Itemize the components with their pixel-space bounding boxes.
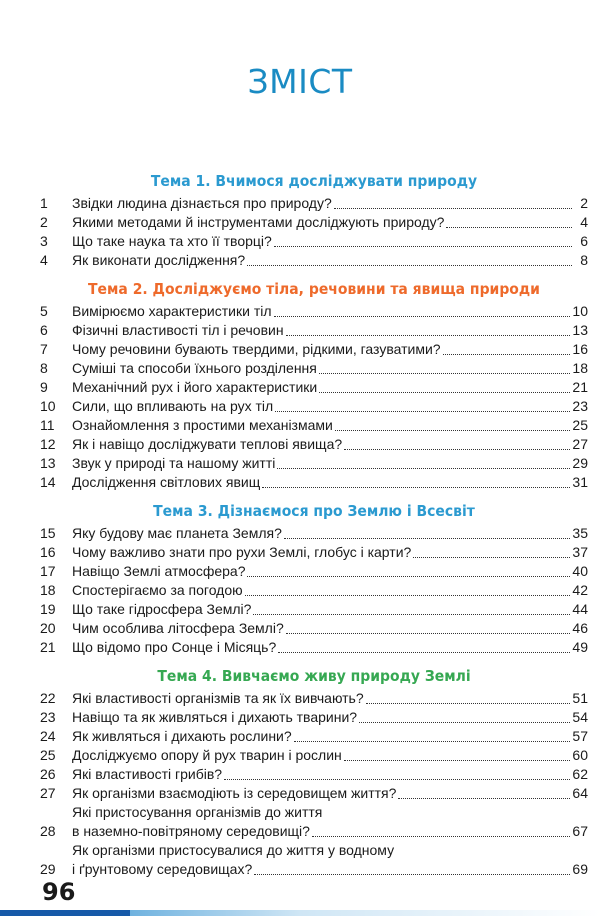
entry-page: 46 bbox=[572, 620, 588, 636]
entry-number: 8 bbox=[40, 360, 48, 376]
entry-text-block bbox=[72, 251, 588, 270]
toc-entry bbox=[40, 194, 588, 213]
entry-number: 18 bbox=[40, 582, 56, 598]
toc-entry bbox=[40, 340, 588, 359]
entry-title: Яку будову має планета Земля? bbox=[72, 525, 282, 541]
dot-leader bbox=[443, 354, 571, 355]
dot-leader bbox=[247, 576, 570, 577]
entry-title: Навіщо та як живляться і дихають тварини? bbox=[72, 709, 358, 725]
toc-entry bbox=[40, 378, 588, 397]
entry-text-block bbox=[72, 708, 588, 727]
entry-line bbox=[72, 638, 588, 657]
entry-page: 10 bbox=[572, 303, 588, 319]
entry-title: Сили, що впливають на рух тіл bbox=[72, 398, 274, 414]
entry-number: 27 bbox=[40, 785, 56, 801]
entry-text-block bbox=[72, 638, 588, 657]
toc-entry bbox=[40, 473, 588, 492]
dot-leader bbox=[312, 836, 570, 837]
entry-page: 62 bbox=[572, 766, 588, 782]
dot-leader bbox=[334, 208, 572, 209]
entry-line bbox=[72, 302, 588, 321]
page-title: ЗМІСТ bbox=[247, 62, 353, 101]
entry-title: Чим особлива літосфера Землі? bbox=[72, 620, 284, 636]
entry-title: Як живляться і дихають рослини? bbox=[72, 728, 292, 744]
dot-leader bbox=[319, 373, 571, 374]
dot-leader bbox=[366, 703, 571, 704]
page-number: 96 bbox=[42, 878, 76, 906]
table-of-contents bbox=[40, 170, 588, 879]
entry-title: Суміші та способи їхнього розділення bbox=[72, 360, 317, 376]
dot-leader bbox=[286, 633, 571, 634]
entry-line bbox=[72, 321, 588, 340]
entry-number: 11 bbox=[40, 417, 55, 433]
entry-number: 13 bbox=[40, 455, 56, 471]
entry-title: Як організми взаємодіють із середовищем життя? bbox=[72, 785, 397, 801]
entry-title: Механічний рух і його характеристики bbox=[72, 379, 318, 395]
entry-number: 4 bbox=[40, 252, 48, 268]
dot-leader bbox=[286, 335, 571, 336]
entry-line bbox=[72, 194, 588, 213]
entry-text-block bbox=[72, 562, 588, 581]
entry-page: 35 bbox=[572, 525, 588, 541]
entry-text-block bbox=[72, 803, 588, 841]
entry-page: 27 bbox=[572, 436, 588, 452]
entry-line bbox=[72, 860, 588, 879]
entry-text-block bbox=[72, 454, 588, 473]
entry-number: 25 bbox=[40, 747, 56, 763]
dot-leader bbox=[275, 411, 570, 412]
entry-number: 17 bbox=[40, 563, 56, 579]
entry-number: 1 bbox=[40, 195, 48, 211]
entry-page: 51 bbox=[572, 690, 588, 706]
dot-leader bbox=[274, 246, 572, 247]
entry-line bbox=[72, 784, 588, 803]
entry-title: Дослідження світлових явищ bbox=[72, 474, 261, 490]
entry-title: Що таке наука та хто її творці? bbox=[72, 233, 272, 249]
dot-leader bbox=[245, 595, 571, 596]
entry-title: Які пристосування організмів до життя bbox=[72, 804, 323, 820]
entry-line bbox=[72, 708, 588, 727]
entry-line bbox=[72, 454, 588, 473]
entry-text-block bbox=[72, 727, 588, 746]
entry-title: Фізичні властивості тіл і речовин bbox=[72, 322, 284, 338]
entry-line bbox=[72, 581, 588, 600]
entry-page: 29 bbox=[572, 455, 588, 471]
dot-leader bbox=[344, 449, 570, 450]
entry-title: Чому речовини бувають твердими, рідкими, газуватими? bbox=[72, 341, 441, 357]
dot-leader bbox=[398, 798, 570, 799]
dot-leader bbox=[344, 760, 571, 761]
dot-leader bbox=[284, 538, 571, 539]
entry-title-continued: в наземно-повітряному середовищі? bbox=[72, 823, 310, 839]
entry-line bbox=[72, 232, 588, 251]
entry-line bbox=[72, 727, 588, 746]
toc-entry bbox=[40, 524, 588, 543]
entry-title: Чому важливо знати про рухи Землі, глобус і карти? bbox=[72, 544, 412, 560]
dot-leader bbox=[254, 874, 570, 875]
entry-text-block bbox=[72, 473, 588, 492]
entry-number: 6 bbox=[40, 322, 48, 338]
section-gap bbox=[40, 270, 588, 278]
entry-text-block bbox=[72, 359, 588, 378]
entry-line bbox=[72, 251, 588, 270]
entry-text-block bbox=[72, 765, 588, 784]
entry-title: Досліджуємо опору й рух тварин і рослин bbox=[72, 747, 342, 763]
entry-number: 14 bbox=[40, 474, 56, 490]
entry-line bbox=[72, 416, 588, 435]
entry-line bbox=[72, 359, 588, 378]
entry-page: 25 bbox=[572, 417, 588, 433]
dot-leader bbox=[446, 227, 572, 228]
entry-text-block bbox=[72, 397, 588, 416]
section-heading: Тема 3. Дізнаємося про Землю і Всесвіт bbox=[153, 502, 475, 520]
entry-text-block bbox=[72, 302, 588, 321]
entry-number: 21 bbox=[40, 639, 56, 655]
entry-page: 21 bbox=[572, 379, 588, 395]
entry-page: 44 bbox=[572, 601, 588, 617]
toc-entry bbox=[40, 435, 588, 454]
entry-title: Ознайомлення з простими механізмами bbox=[72, 417, 333, 433]
entry-page: 49 bbox=[572, 639, 588, 655]
toc-entry bbox=[40, 581, 588, 600]
toc-entry bbox=[40, 765, 588, 784]
entry-number: 9 bbox=[40, 379, 48, 395]
entry-line bbox=[72, 746, 588, 765]
entry-title: Як організми пристосувалися до життя у водному bbox=[72, 842, 395, 858]
entry-page: 60 bbox=[572, 747, 588, 763]
section-heading: Тема 2. Досліджуємо тіла, речовини та явища природи bbox=[88, 280, 540, 298]
entry-line bbox=[72, 473, 588, 492]
entry-line bbox=[72, 213, 588, 232]
entry-line bbox=[72, 340, 588, 359]
toc-entry bbox=[40, 784, 588, 803]
toc-entry bbox=[40, 543, 588, 562]
toc-entry bbox=[40, 213, 588, 232]
entry-text-block bbox=[72, 435, 588, 454]
entry-number: 29 bbox=[40, 861, 56, 877]
entry-text-block bbox=[72, 784, 588, 803]
toc-entry bbox=[40, 562, 588, 581]
toc-entry bbox=[40, 302, 588, 321]
footer-bar bbox=[0, 910, 600, 916]
entry-number: 5 bbox=[40, 303, 48, 319]
dot-leader bbox=[247, 265, 572, 266]
entry-title: Що відомо про Сонце і Місяць? bbox=[72, 639, 277, 655]
entry-line bbox=[72, 803, 588, 822]
entry-number: 22 bbox=[40, 690, 56, 706]
entry-page: 8 bbox=[580, 252, 588, 268]
entry-line bbox=[72, 435, 588, 454]
entry-page: 31 bbox=[572, 474, 588, 490]
entry-line bbox=[72, 822, 588, 841]
entry-text-block bbox=[72, 581, 588, 600]
entry-text-block bbox=[72, 321, 588, 340]
entry-number: 26 bbox=[40, 766, 56, 782]
entry-line bbox=[72, 765, 588, 784]
entry-text-block bbox=[72, 378, 588, 397]
entry-number: 15 bbox=[40, 525, 56, 541]
entry-number: 23 bbox=[40, 709, 56, 725]
entry-title: Якими методами й інструментами досліджують природу? bbox=[72, 214, 445, 230]
entry-line bbox=[72, 397, 588, 416]
entry-title: Звідки людина дізнається про природу? bbox=[72, 195, 332, 211]
entry-title: Звук у природі та нашому житті bbox=[72, 455, 276, 471]
toc-entry bbox=[40, 841, 588, 879]
entry-line bbox=[72, 562, 588, 581]
toc-entry bbox=[40, 251, 588, 270]
entry-page: 18 bbox=[572, 360, 588, 376]
entry-page: 6 bbox=[580, 233, 588, 249]
section-gap bbox=[40, 492, 588, 500]
entry-page: 67 bbox=[572, 823, 588, 839]
dot-leader bbox=[253, 614, 570, 615]
toc-entry bbox=[40, 359, 588, 378]
section-gap bbox=[40, 657, 588, 665]
entry-line bbox=[72, 841, 588, 860]
dot-leader bbox=[359, 722, 570, 723]
toc-entry bbox=[40, 689, 588, 708]
section-heading: Тема 4. Вивчаємо живу природу Землі bbox=[157, 667, 471, 685]
dot-leader bbox=[262, 487, 570, 488]
dot-leader bbox=[274, 316, 571, 317]
entry-text-block bbox=[72, 524, 588, 543]
entry-number: 24 bbox=[40, 728, 56, 744]
entry-text-block bbox=[72, 689, 588, 708]
dot-leader bbox=[278, 652, 570, 653]
entry-number: 20 bbox=[40, 620, 56, 636]
entry-number: 12 bbox=[40, 436, 56, 452]
dot-leader bbox=[413, 557, 570, 558]
entry-page: 13 bbox=[572, 322, 588, 338]
entry-number: 28 bbox=[40, 823, 56, 839]
entry-number: 3 bbox=[40, 233, 48, 249]
section-heading: Тема 1. Вчимося досліджувати природу bbox=[150, 172, 478, 190]
entry-page: 64 bbox=[572, 785, 588, 801]
entry-line bbox=[72, 689, 588, 708]
entry-text-block bbox=[72, 600, 588, 619]
entry-page: 23 bbox=[572, 398, 588, 414]
entry-page: 4 bbox=[580, 214, 588, 230]
entry-title: Які властивості організмів та як їх вивчають? bbox=[72, 690, 364, 706]
entry-text-block bbox=[72, 232, 588, 251]
entry-title: Що таке гідросфера Землі? bbox=[72, 601, 252, 617]
entry-number: 7 bbox=[40, 341, 48, 357]
dot-leader bbox=[294, 741, 571, 742]
entry-number: 16 bbox=[40, 544, 56, 560]
entry-title: Як виконати дослідження? bbox=[72, 252, 246, 268]
toc-entry bbox=[40, 397, 588, 416]
toc-entry bbox=[40, 746, 588, 765]
toc-entry bbox=[40, 600, 588, 619]
entry-text-block bbox=[72, 841, 588, 879]
entry-number: 10 bbox=[40, 398, 56, 414]
entry-title: Вимірюємо характеристики тіл bbox=[72, 303, 272, 319]
entry-page: 57 bbox=[572, 728, 588, 744]
toc-entry bbox=[40, 708, 588, 727]
entry-line bbox=[72, 524, 588, 543]
dot-leader bbox=[224, 779, 570, 780]
dot-leader bbox=[319, 392, 570, 393]
toc-entry bbox=[40, 416, 588, 435]
entry-number: 2 bbox=[40, 214, 48, 230]
entry-text-block bbox=[72, 619, 588, 638]
entry-line bbox=[72, 600, 588, 619]
entry-text-block bbox=[72, 416, 588, 435]
dot-leader bbox=[335, 430, 571, 431]
toc-entry bbox=[40, 727, 588, 746]
entry-page: 42 bbox=[572, 582, 588, 598]
entry-page: 16 bbox=[572, 341, 588, 357]
entry-title: Які властивості грибів? bbox=[72, 766, 223, 782]
entry-number: 19 bbox=[40, 601, 56, 617]
entry-title-continued: і ґрунтовому середовищах? bbox=[72, 861, 253, 877]
entry-page: 40 bbox=[572, 563, 588, 579]
entry-page: 69 bbox=[572, 861, 588, 877]
entry-text-block bbox=[72, 543, 588, 562]
entry-page: 37 bbox=[572, 544, 588, 560]
toc-entry bbox=[40, 803, 588, 841]
entry-text-block bbox=[72, 194, 588, 213]
entry-text-block bbox=[72, 213, 588, 232]
entry-text-block bbox=[72, 746, 588, 765]
toc-entry bbox=[40, 638, 588, 657]
entry-title: Спостерігаємо за погодою bbox=[72, 582, 243, 598]
entry-page: 2 bbox=[580, 195, 588, 211]
toc-entry bbox=[40, 321, 588, 340]
toc-entry bbox=[40, 619, 588, 638]
entry-text-block bbox=[72, 340, 588, 359]
toc-entry bbox=[40, 232, 588, 251]
dot-leader bbox=[277, 468, 570, 469]
entry-line bbox=[72, 543, 588, 562]
entry-title: Як і навіщо досліджувати теплові явища? bbox=[72, 436, 343, 452]
entry-line bbox=[72, 378, 588, 397]
entry-page: 54 bbox=[572, 709, 588, 725]
entry-title: Навіщо Землі атмосфера? bbox=[72, 563, 246, 579]
toc-entry bbox=[40, 454, 588, 473]
entry-line bbox=[72, 619, 588, 638]
